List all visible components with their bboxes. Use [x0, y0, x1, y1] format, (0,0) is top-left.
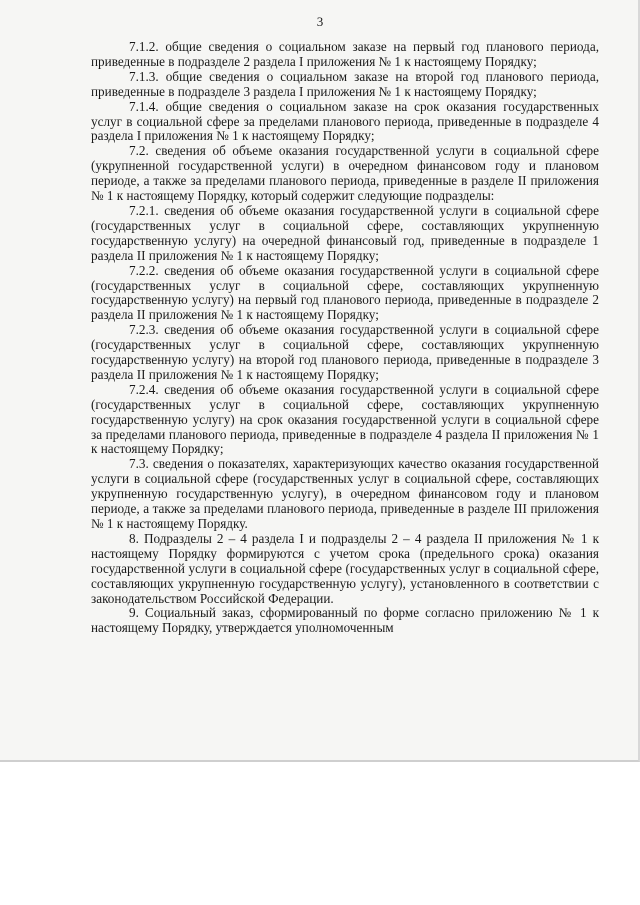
paragraph-7-2-1: 7.2.1. сведения об объеме оказания государственной услуги в социальной сфере (государственных услуг в социальной сфере, составляющих укрупненную государственную услугу) на очередной финансовый год, приведенные в подразделе 1 раздела II приложения № 1 к настоящему Порядку; — [91, 202, 599, 263]
paragraph-7-2-4: 7.2.4. сведения об объеме оказания государственной услуги в социальной сфере (государственных услуг в социальной сфере, составляющих укрупненную государственную услугу) на срок оказания государственной услуги в социальной сфере за пределами планового периода, приведенные в подразделе 4 раздела II приложения № 1 к настоящему Порядку; — [91, 381, 599, 457]
paragraph-7-1-2: 7.1.2. общие сведения о социальном заказе на первый год планового периода, приведенные в подразделе 2 раздела I приложения № 1 к настоящему Порядку; — [91, 39, 599, 69]
paragraph-8: 8. Подразделы 2 – 4 раздела I и подразделы 2 – 4 раздела II приложения № 1 к настоящему Порядку формируются с учетом срока (предельного срока) оказания государственной услуги в социальной сфере (государственных услуг в социальной сфере, составляющих укрупненную государственную услугу), установленного в соответствии с законодательством Российской Федерации. — [91, 530, 599, 606]
paragraph-7-3: 7.3. сведения о показателях, характеризующих качество оказания государственной услуги в социальной сфере (государственных услуг в социальной сфере, составляющих укрупненную государственную услугу), в очередном финансовом году и плановом периоде, а также за пределами планового периода, приведенные в разделе III приложения № 1 к настоящему Порядку. — [91, 456, 599, 531]
paragraph-7-2-2: 7.2.2. сведения об объеме оказания государственной услуги в социальной сфере (государственных услуг в социальной сфере, составляющих укрупненную государственную услугу) на первый год планового периода, приведенные в подразделе 2 раздела II приложения № 1 к настоящему Порядку; — [91, 262, 599, 323]
document-body — [91, 40, 599, 636]
paragraph-7-1-4: 7.1.4. общие сведения о социальном заказе на срок оказания государственных услуг в социальной сфере за пределами планового периода, приведенные в подразделе 4 раздела I приложения № 1 к настоящему Порядку; — [91, 98, 599, 144]
paragraph-9: 9. Социальный заказ, сформированный по форме согласно приложению № 1 к настоящему Порядку, утверждается уполномоченным — [91, 605, 599, 636]
paragraph-7-1-3: 7.1.3. общие сведения о социальном заказе на второй год планового периода, приведенные в подразделе 3 раздела I приложения № 1 к настоящему Порядку; — [91, 68, 599, 99]
paragraph-7-2: 7.2. сведения об объеме оказания государственной услуги в социальной сфере (укрупненной государственной услуги) в очередном финансовом году и плановом периоде, а также за пределами планового периода, приведенные в разделе II приложения № 1 к настоящему Порядку, который содержит следующие подразделы: — [91, 143, 599, 204]
paragraph-7-2-3: 7.2.3. сведения об объеме оказания государственной услуги в социальной сфере (государственных услуг в социальной сфере, составляющих укрупненную государственную услугу) на второй год планового периода, приведенные в подразделе 3 раздела II приложения № 1 к настоящему Порядку; — [91, 322, 599, 382]
page-number: 3 — [316, 14, 324, 29]
